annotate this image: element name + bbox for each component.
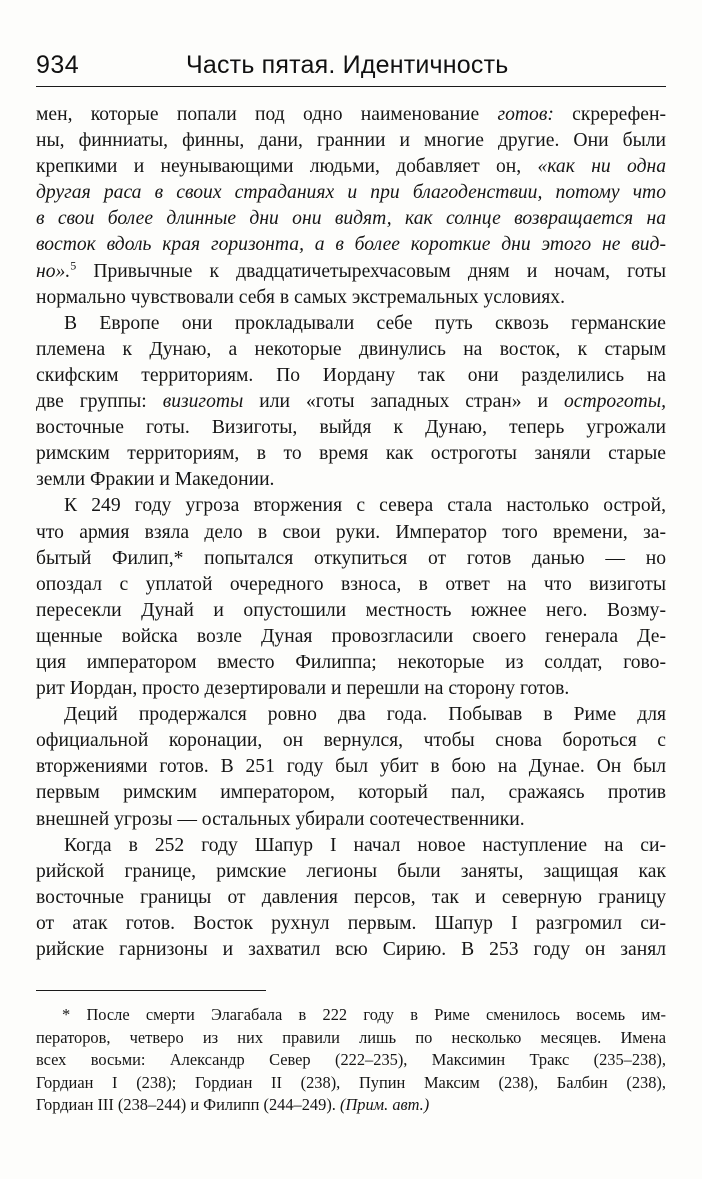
paragraph-2 <box>36 311 666 494</box>
footnote-line: * После смерти Элагабала в 222 году в Риме сменилось восемь им- <box>62 1005 666 1024</box>
text-line: земли Фракии и Македонии. <box>36 469 275 491</box>
page-header <box>36 36 666 80</box>
text-run: мен, которые попали под одно наименование <box>36 104 498 125</box>
text-run: скререфен- <box>553 104 666 125</box>
text-line: скифским территориям. По Иордану так они разделились на <box>36 364 666 386</box>
text-line: ны, финниаты, финны, дани, граннии и многие другие. Они были <box>36 130 666 152</box>
text-line <box>36 102 666 128</box>
text-line: другая раса в своих страданиях и при благоденствии, потому что <box>36 182 666 204</box>
text-line: восток вдоль края горизонта, а в более короткие дни этого не вид- <box>36 234 666 256</box>
italic-term: остроготы, <box>563 391 666 413</box>
text-line: опоздал с уплатой очередного взноса, в ответ на что визиготы <box>36 573 666 595</box>
paragraph-4 <box>36 702 666 832</box>
text-line: рийские гарнизоны и захватил всю Сирию. В 253 году он занял <box>36 939 666 960</box>
text-line: восточные границы от давления персов, так и северную границу <box>36 886 666 908</box>
text-line <box>36 259 666 285</box>
italic-quote: но». <box>36 260 71 282</box>
text-line: рийской границе, римские легионы были заняты, защищая как <box>36 860 666 882</box>
text-run: Привычные к двадцатичетырехчасовым дням и ночам, готы <box>76 260 666 282</box>
page-number: 934 <box>36 51 80 79</box>
text-line: что армия взяла дело в свои руки. Император того времени, за- <box>36 521 666 543</box>
text-line: восточные готы. Визиготы, выйдя к Дунаю, теперь угрожали <box>36 417 666 439</box>
text-line: пересекли Дунай и опустошили местность южнее него. Возму- <box>36 599 666 621</box>
text-line: от атак готов. Восток рухнул первым. Шапур I разгромил си- <box>36 912 666 934</box>
text-line: К 249 году угроза вторжения с севера стала настолько острой, <box>64 495 666 517</box>
text-line: первым римским императором, который пал, сражаясь против <box>36 782 666 804</box>
text-line: щенные войска возле Дуная провозгласили своего генерала Де- <box>36 625 666 647</box>
italic-term: визиготы <box>162 391 244 413</box>
footnote-line: всех восьми: Александр Север (222–235), Максимин Тракс (235–238), <box>36 1050 666 1069</box>
text-line: Деций продержался ровно два года. Побывав в Риме для <box>64 704 666 726</box>
footnote-line <box>36 1094 666 1117</box>
text-line: вторжениями готов. В 251 году был убит в бою на Дунае. Он был <box>36 756 666 778</box>
text-line: племена к Дунаю, а некоторые двинулись на восток, к старым <box>36 338 666 360</box>
text-line: Когда в 252 году Шапур I начал новое наступление на си- <box>64 834 666 856</box>
text-line: бытый Филип,* попытался откупиться от готов данью — но <box>36 547 666 569</box>
text-line: нормально чувствовали себя в самых экстремальных условиях. <box>36 286 566 308</box>
footnote <box>36 1004 666 1117</box>
text-line: рит Иордан, просто дезертировали и перешли на сторону готов. <box>36 678 570 700</box>
text-run: крепкими и неунывающими людьми, добавляет он, <box>36 156 538 178</box>
text-line: римским территориям, в то время как остроготы заняли старые <box>36 443 666 465</box>
italic-quote: «как ни одна <box>537 156 666 178</box>
paragraph-5 <box>36 833 666 963</box>
footnote-line: Гордиан I (238); Гордиан II (238), Пупин Максим (238), Балбин (238), <box>36 1072 666 1092</box>
text-line: В Европе они прокладывали себе путь сквозь германские <box>64 312 666 334</box>
text-line <box>36 154 666 180</box>
text-line: внешней угрозы — остальных убирали соотечественники. <box>36 808 525 830</box>
running-head: Часть пятая. Идентичность <box>186 51 509 79</box>
header-rule <box>36 86 666 87</box>
text-line: ция императором вместо Филиппа; некоторые из солдат, гово- <box>36 651 666 673</box>
footnote-line: ператоров, четверо из них правили лишь по несколько месяцев. Имена <box>36 1027 666 1047</box>
author-note-mark: (Прим. авт.) <box>339 1095 430 1114</box>
body-text <box>36 102 666 963</box>
text-line <box>36 389 666 415</box>
endnote-marker: 5 <box>70 258 77 273</box>
text-line: официальной коронации, он вернулся, чтобы снова бороться с <box>36 730 666 752</box>
footnote-rule <box>36 990 266 991</box>
paragraph-1 <box>36 102 666 311</box>
text-run: Гордиан III (238–244) и Филипп (244–249). <box>36 1095 340 1114</box>
paragraph-3 <box>36 493 666 702</box>
text-run: две группы: <box>36 391 163 413</box>
text-line: в свои более длинные дни они видят, как солнце возвращается на <box>36 208 666 230</box>
text-run: или «готы западных стран» и <box>243 391 564 413</box>
italic-term: готов: <box>497 104 554 125</box>
